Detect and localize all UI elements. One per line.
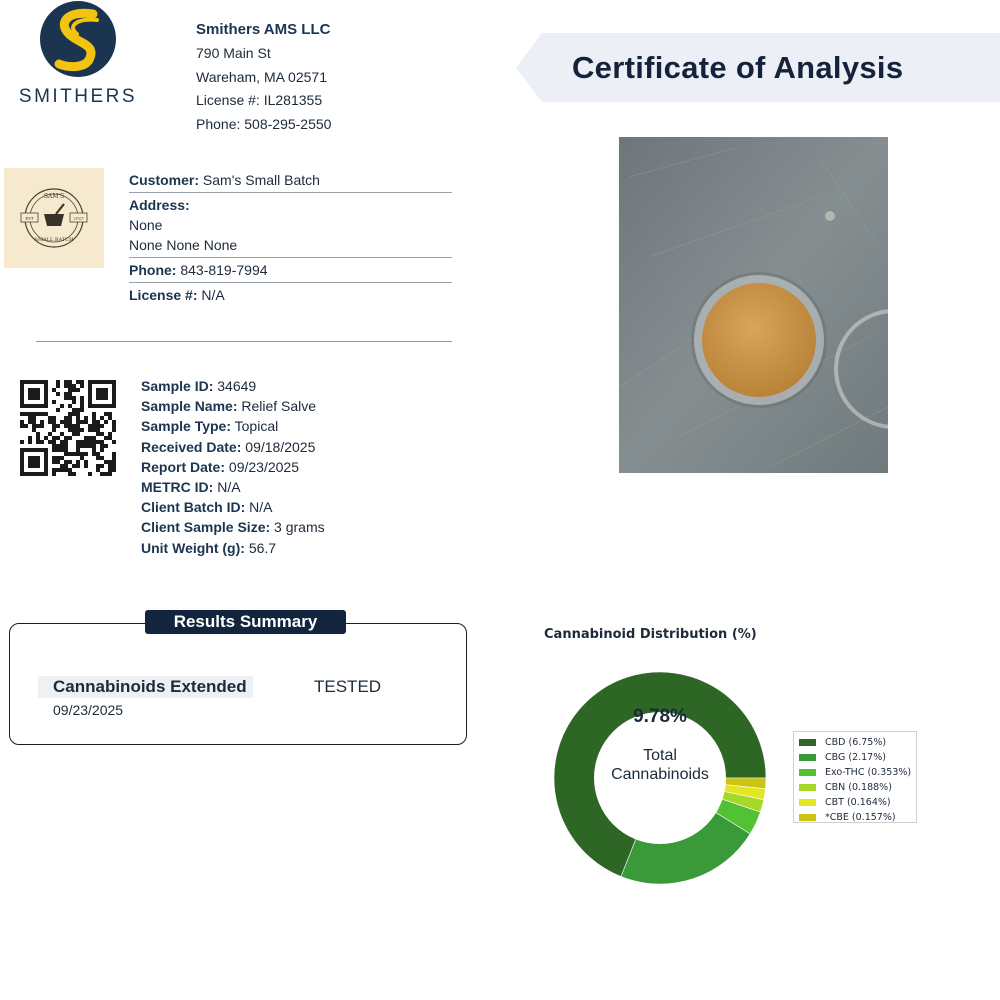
lab-license: License #: IL281355 — [196, 92, 323, 108]
chart-title: Cannabinoid Distribution (%) — [544, 627, 757, 642]
sample-field-row — [141, 538, 441, 558]
customer-logo-top-text: SAM'S — [43, 193, 65, 200]
legend-label: Exo-THC (0.353%) — [825, 767, 912, 778]
lab-logo — [8, 0, 148, 110]
legend-item — [799, 810, 916, 825]
lab-logo-text: SMITHERS — [18, 86, 138, 107]
customer-info — [129, 168, 452, 307]
lab-phone: Phone: 508-295-2550 — [196, 115, 332, 132]
product-photo — [619, 137, 888, 473]
donut-center-value: 9.78% — [633, 706, 687, 727]
donut-chart — [550, 668, 770, 888]
customer-logo-est-text: EST — [25, 215, 34, 221]
phone-row — [129, 258, 452, 283]
sample-field-row — [141, 396, 441, 416]
sample-field-row — [141, 416, 441, 436]
address-label: Address: — [129, 197, 190, 213]
legend-swatch — [799, 739, 816, 746]
sample-field-label: Sample ID: — [141, 378, 214, 394]
sample-info — [141, 376, 441, 558]
legend-swatch — [799, 799, 816, 806]
chart-legend — [793, 731, 917, 823]
title-banner — [516, 33, 1000, 102]
sample-field-label: Client Batch ID: — [141, 499, 246, 516]
sample-field-row — [141, 457, 441, 477]
customer-row — [129, 168, 452, 193]
legend-swatch — [799, 769, 816, 776]
phone-value: 843-819-7994 — [180, 262, 268, 278]
sample-field-label: Sample Type: — [141, 418, 231, 435]
sample-field-row — [141, 477, 441, 497]
legend-swatch — [799, 784, 816, 791]
lab-street: 790 Main St — [196, 45, 271, 61]
qr-code-icon — [20, 380, 116, 476]
sample-field-row — [141, 376, 441, 396]
lab-info — [196, 20, 436, 136]
phone-label: Phone: — [129, 262, 177, 278]
lab-name: Smithers AMS LLC — [196, 21, 331, 38]
results-summary-title: Results Summary — [145, 610, 346, 634]
sample-field-value: N/A — [217, 479, 241, 496]
address-line-2: None None None — [129, 237, 238, 253]
page-title: Certificate of Analysis — [572, 50, 904, 85]
section-divider — [36, 341, 452, 342]
donut-center-label-2: Cannabinoids — [611, 766, 709, 783]
sample-field-row — [141, 517, 441, 537]
legend-item — [799, 780, 916, 795]
license-row — [129, 283, 452, 307]
sample-field-value: 09/23/2025 — [228, 458, 299, 475]
sample-field-label: Received Date: — [141, 438, 242, 455]
sample-field-row — [141, 497, 441, 517]
legend-item — [799, 750, 916, 765]
sample-field-row — [141, 437, 441, 457]
license-value: N/A — [201, 287, 225, 303]
sample-field-label: Sample Name: — [141, 398, 238, 415]
customer-logo-icon — [4, 168, 104, 268]
address-line-1: None — [129, 217, 163, 233]
sample-field-label: Report Date: — [141, 458, 226, 475]
smithers-logo-icon — [39, 0, 117, 78]
sample-field-value: 09/18/2025 — [245, 438, 316, 455]
legend-label: CBD (6.75%) — [825, 737, 887, 748]
address-row — [129, 193, 452, 258]
customer-value: Sam's Small Batch — [202, 172, 320, 188]
sample-field-label: Unit Weight (g): — [141, 539, 245, 556]
customer-logo-year-text: 2023 — [73, 215, 84, 221]
legend-label: CBN (0.188%) — [825, 782, 892, 793]
sample-field-value: 3 grams — [274, 519, 325, 536]
lab-city: Wareham, MA 02571 — [196, 68, 327, 85]
sample-field-value: N/A — [249, 499, 273, 516]
sample-field-value: 56.7 — [248, 539, 277, 556]
sample-field-label: METRC ID: — [141, 479, 214, 496]
sample-field-value: Relief Salve — [241, 398, 317, 415]
legend-label: CBG (2.17%) — [825, 752, 886, 763]
legend-swatch — [799, 754, 816, 761]
legend-swatch — [799, 814, 816, 821]
legend-item — [799, 765, 916, 780]
license-label: License #: — [129, 287, 198, 303]
sample-image — [619, 137, 888, 473]
donut-center-label-1: Total — [643, 747, 677, 764]
customer-logo-bottom-text: SMALL BATCH — [34, 237, 74, 243]
legend-label: CBT (0.164%) — [825, 797, 891, 808]
legend-label: *CBE (0.157%) — [825, 812, 896, 823]
legend-item — [799, 735, 916, 750]
assay-name: Cannabinoids Extended — [38, 676, 253, 698]
sample-field-label: Client Sample Size: — [141, 519, 271, 536]
assay-date: 09/23/2025 — [53, 702, 124, 718]
sample-field-value: 34649 — [217, 378, 257, 394]
customer-label: Customer: — [129, 172, 200, 188]
customer-logo — [4, 168, 104, 268]
assay-status: TESTED — [314, 677, 382, 696]
legend-item — [799, 795, 916, 810]
sample-field-value: Topical — [234, 418, 279, 435]
